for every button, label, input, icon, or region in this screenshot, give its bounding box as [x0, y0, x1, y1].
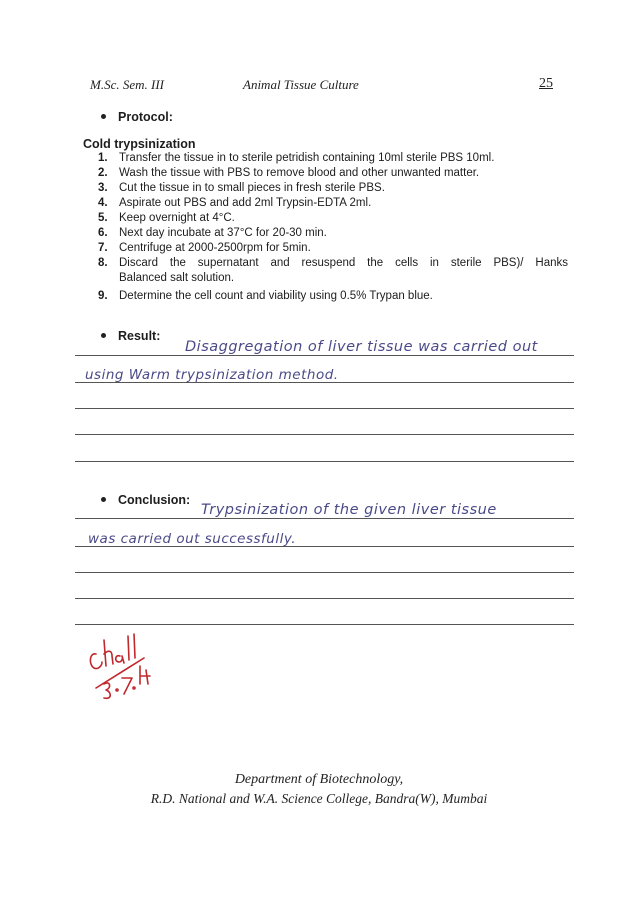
step-item: [98, 241, 568, 256]
writing-line: [75, 434, 574, 435]
writing-line: [75, 408, 574, 409]
footer-department: Department of Biotechnology,: [234, 772, 404, 787]
protocol-heading: [101, 110, 173, 124]
step-item: [98, 166, 568, 181]
header-course: M.Sc. Sem. III: [90, 77, 164, 92]
conclusion-heading: [101, 493, 190, 507]
step-number: 6.: [98, 227, 108, 239]
step-item: [98, 211, 568, 226]
bullet-icon: [101, 497, 106, 502]
protocol-steps: [98, 151, 568, 304]
writing-line: [75, 546, 574, 547]
step-item: [98, 226, 568, 241]
result-handwriting-line2: using Warm trypsinization method.: [85, 367, 339, 383]
writing-line: [75, 382, 574, 383]
signature-stroke: [140, 666, 150, 684]
conclusion-handwriting-line2: was carried out successfully.: [88, 531, 297, 547]
step-text: Wash the tissue with PBS to remove blood and other unwanted matter.: [119, 167, 480, 179]
step-number: 7.: [98, 242, 108, 254]
step-item-continued: [98, 271, 568, 286]
page-number: 25: [539, 76, 553, 91]
writing-line: [75, 518, 574, 519]
signature-stroke: [116, 689, 118, 691]
step-text: Transfer the tissue in to sterile petridish containing 10ml sterile PBS 10ml.: [119, 152, 495, 164]
step-text: Cut the tissue in to small pieces in fresh sterile PBS.: [119, 182, 385, 194]
step-text: Aspirate out PBS and add 2ml Trypsin-EDTA 2ml.: [119, 197, 372, 209]
step-number: 2.: [98, 167, 108, 179]
writing-line: [75, 355, 574, 356]
result-label: Result:: [118, 329, 161, 343]
bullet-icon: [101, 114, 106, 119]
writing-line: [75, 461, 574, 462]
teacher-signature: [82, 632, 172, 712]
step-number: 5.: [98, 212, 108, 224]
writing-line: [75, 624, 574, 625]
protocol-title: Cold trypsinization: [83, 137, 196, 151]
step-item: [98, 289, 568, 304]
protocol-label: Protocol:: [118, 110, 173, 124]
result-handwriting-line1: Disaggregation of liver tissue was carried out: [185, 339, 538, 355]
step-item: [98, 196, 568, 211]
step-number: 3.: [98, 182, 108, 194]
writing-line: [75, 572, 574, 573]
step-number: 4.: [98, 197, 108, 209]
step-text: Determine the cell count and viability using 0.5% Trypan blue.: [119, 290, 433, 302]
signature-stroke: [90, 654, 102, 669]
step-number: 9.: [98, 290, 108, 302]
signature-stroke: [104, 640, 113, 666]
step-item: [98, 181, 568, 196]
bullet-icon: [101, 333, 106, 338]
header-subject: Animal Tissue Culture: [243, 77, 359, 92]
writing-line: [75, 598, 574, 599]
conclusion-handwriting-line1: Trypsinization of the given liver tissue: [201, 502, 497, 518]
footer-college: R.D. National and W.A. Science College, Bandra(W), Mumbai: [150, 791, 488, 806]
step-item: [98, 256, 568, 271]
step-text: Discard the supernatant and resuspend the cells in sterile PBS)/ Hanks: [119, 257, 568, 269]
signature-stroke: [122, 678, 132, 694]
step-number: 8.: [98, 257, 108, 269]
result-heading: [101, 329, 160, 343]
step-text: Keep overnight at 4°C.: [119, 212, 235, 224]
signature-stroke: [128, 634, 135, 660]
step-item: [98, 151, 568, 166]
signature-stroke: [104, 683, 110, 698]
conclusion-label: Conclusion:: [118, 493, 191, 507]
step-text: Balanced salt solution.: [119, 272, 235, 284]
step-text: Next day incubate at 37°C for 20-30 min.: [119, 227, 327, 239]
step-number: 1.: [98, 152, 108, 164]
step-text: Centrifuge at 2000-2500rpm for 5min.: [119, 242, 311, 254]
signature-stroke: [116, 656, 124, 663]
signature-stroke: [133, 687, 135, 689]
